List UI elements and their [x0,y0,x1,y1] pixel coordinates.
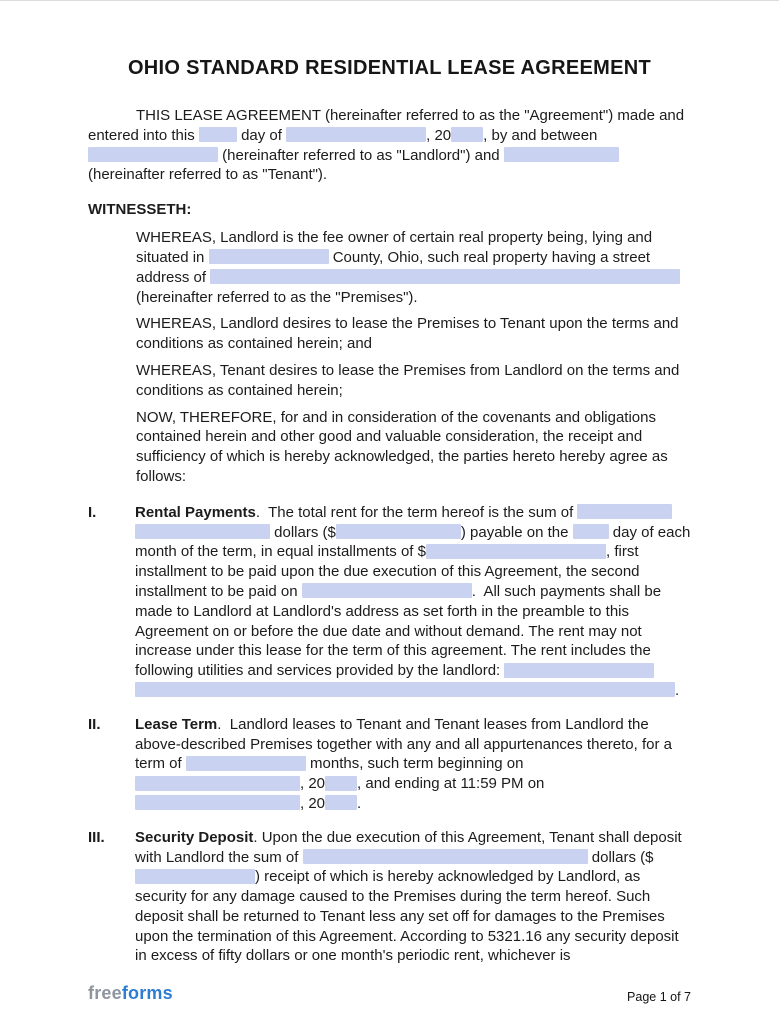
now-therefore-paragraph [136,408,691,487]
text-run: , and ending at 11:59 PM on [357,775,545,793]
form-blank-field[interactable] [286,127,426,142]
section-body [135,715,691,814]
bold-text-run: Security Deposit [135,828,254,846]
text-run: (hereinafter referred to as "Landlord") and [218,146,504,164]
section-numeral: II. [88,715,101,733]
text-run: day of [236,126,287,144]
text-run: . Upon the due execution of this Agreement, Tenant shall deposit with Landlord the sum of [135,828,682,866]
text-run: , 20 [426,126,452,144]
form-blank-field[interactable] [210,269,680,284]
text-run: , by and between [483,126,598,144]
intro-paragraph [88,106,691,185]
section-body [135,503,691,701]
form-blank-field[interactable] [573,524,609,539]
form-blank-field[interactable] [303,849,588,864]
text-run: WHEREAS, Landlord desires to lease the Premises to Tenant upon the terms and conditions as contained herein; and [136,315,679,353]
form-blank-field[interactable] [186,756,306,771]
text-run: (hereinafter referred to as the "Premises"). [136,288,418,306]
section-lease-term [88,715,691,814]
section-body [135,828,691,967]
text-run: WHEREAS, Landlord is the fee owner of certain real property being, lying and situated in [136,229,653,266]
form-blank-field[interactable] [325,795,357,810]
text-run: dollars ($ [587,848,654,866]
section-numeral: I. [88,503,97,521]
text-run: . [675,681,680,699]
whereas-paragraph-owner [136,228,691,307]
text-run: (hereinafter referred to as "Tenant"). [88,166,328,184]
section-rental-payments [88,503,691,701]
document-title: OHIO STANDARD RESIDENTIAL LEASE AGREEMENT [127,57,652,79]
text-run: County, Ohio, such real property having a street address of [136,248,651,286]
text-run: , 20 [300,794,326,812]
form-blank-field[interactable] [504,147,619,162]
text-run: , 20 [300,775,326,793]
form-blank-field[interactable] [135,682,675,697]
bold-text-run: Lease Term [135,715,218,733]
text-run: ) payable on the [460,523,573,541]
text-run: . Landlord leases to Tenant and Tenant leases from Landlord the above-described Premises together with any and all appurtenances thereto, for a term of [135,715,672,773]
form-blank-field[interactable] [451,127,483,142]
text-run: dollars ($ [270,523,336,541]
form-blank-field[interactable] [577,504,672,519]
section-numeral: III. [88,828,105,846]
witnesseth-heading: WITNESSETH: [88,201,192,219]
brand-free-text: free [88,983,122,1003]
whereas-paragraph-tenant-desire [136,361,691,401]
form-blank-field[interactable] [336,524,461,539]
form-blank-field[interactable] [135,869,255,884]
form-blank-field[interactable] [325,776,357,791]
text-run: . All such payments shall be made to Landlord at Landlord's address as set forth in the preamble to this Agreement on or before the due date and without demand. The rent may not increase under this lease for the term of this agreement. The rent includes the following utilities and services provided by the landlord: [135,582,662,680]
whereas-paragraph-landlord-desire [136,314,691,354]
whereas-block [136,228,691,487]
text-run: THIS LEASE AGREEMENT (hereinafter referred to as the "Agreement") made and entered into this [88,107,685,144]
text-run: WHEREAS, Tenant desires to lease the Premises from Landlord on the terms and conditions as contained herein; [136,361,680,399]
form-blank-field[interactable] [426,544,606,559]
text-run: months, such term beginning on [305,755,524,773]
page-footer [88,983,691,1004]
form-blank-field[interactable] [199,127,237,142]
text-run: ) receipt of which is hereby acknowledged by Landlord, as security for any damage caused to the Premises during the term hereof. Such deposit shall be returned to Tenant less any set off for damages to the Premises upon the termination of this Agreement. According to 5321.16 any security deposit in excess of fifty dollars or one month's periodic rent, whichever is [135,868,679,965]
text-run: day of each month of the term, in equal installments of $ [135,523,691,561]
form-blank-field[interactable] [209,249,329,264]
form-blank-field[interactable] [135,776,300,791]
form-blank-field[interactable] [88,147,218,162]
text-run: . [357,794,362,812]
form-blank-field[interactable] [135,524,270,539]
brand-forms-text: forms [121,983,173,1003]
section-security-deposit [88,828,691,967]
text-run: . The total rent for the term hereof is the sum of [255,503,578,521]
page-indicator: Page 1 of 7 [627,990,691,1004]
text-run: NOW, THEREFORE, for and in consideration of the covenants and obligations contained herein and other good and valuable consideration, the receipt and sufficiency of which is hereby acknowledged, the parties hereto hereby agree as follows: [136,408,668,485]
text-run: , first installment to be paid upon the due execution of this Agreement, the second installment to be paid on [135,543,640,600]
freeforms-logo [88,983,173,1004]
bold-text-run: Rental Payments [135,503,256,521]
form-blank-field[interactable] [135,795,300,810]
form-blank-field[interactable] [302,583,472,598]
form-blank-field[interactable] [504,663,654,678]
